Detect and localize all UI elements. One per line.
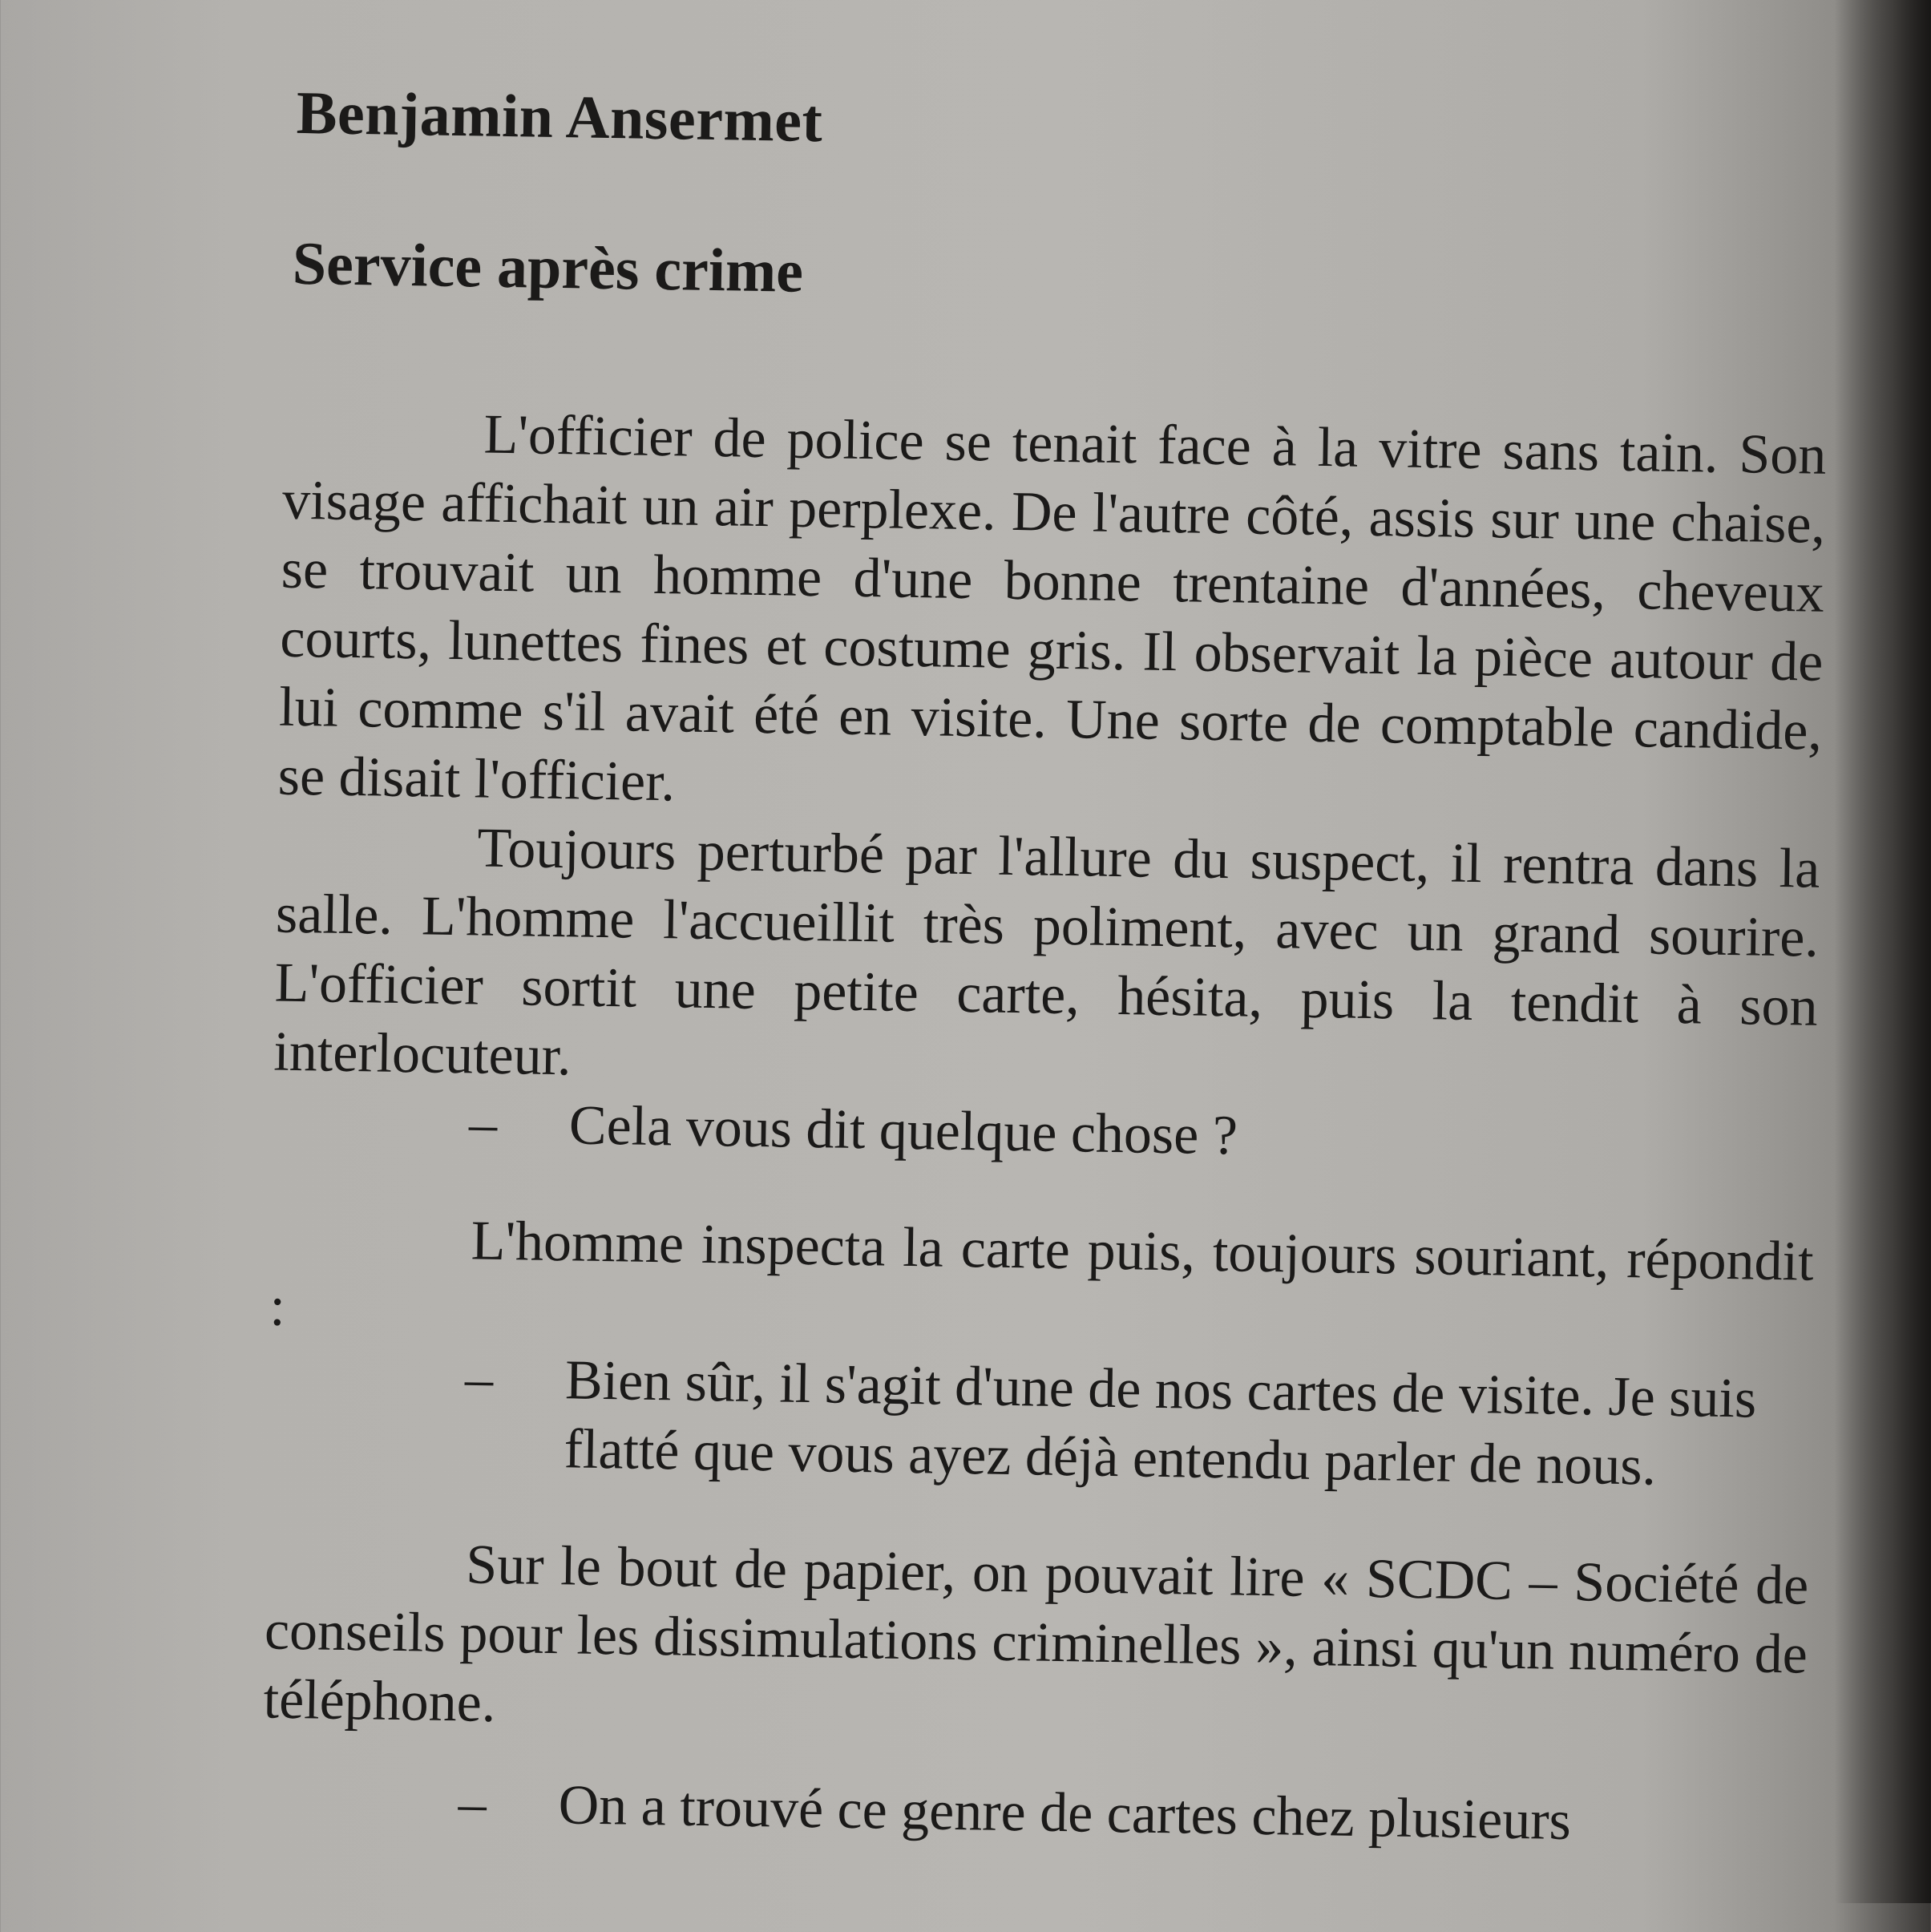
paragraph-4: Sur le bout de papier, on pouvait lire « SCDC – Société de conseils pour les dissimulations criminelles », ainsi qu'un numéro de téléphone.: [263, 1534, 1809, 1734]
dialogue-text-2: Bien sûr, il s'agit d'une de nos cartes de visite. Je suis flatté que vous ayez déjà entendu parler de nous.: [564, 1349, 1757, 1498]
dialogue-dash: –: [468, 1093, 498, 1155]
dialogue-text-3: On a trouvé ce genre de cartes chez plusieurs: [558, 1774, 1572, 1853]
paragraph-2: Toujours perturbé par l'allure du suspect, il rentra dans la salle. L'homme l'accueillit très poliment, avec un grand sourire. L'officier sortit une petite carte, hésita, puis la tendit à son interlocuteur.: [273, 817, 1820, 1088]
dialogue-line-3: [261, 1766, 1805, 1859]
paragraph-3: L'homme inspecta la carte puis, toujours souriant, répondit :: [269, 1210, 1815, 1338]
paragraph-1: L'officier de police se tenait face à la vitre sans tain. Son visage affichait un air perplexe. De l'autre côté, assis sur une chaise, se trouvait un homme d'une bonne trentaine d'années, cheveux courts, lunettes fines et costume gris. Il observait la pièce autour de lui comme s'il avait été en visite. Une sorte de comptable candide, se disait l'officier.: [277, 403, 1827, 814]
dialogue-line-2: [267, 1341, 1812, 1503]
story-text: [261, 398, 1827, 1860]
dialogue-dash: –: [464, 1348, 494, 1410]
dialogue-dash: –: [458, 1772, 487, 1835]
author-name: Benjamin Ansermet: [296, 79, 823, 156]
story-title: Service après crime: [292, 229, 804, 305]
page-edge-shadow: [1835, 0, 1931, 1903]
dialogue-text-1: Cela vous dit quelque chose ?: [568, 1094, 1238, 1167]
